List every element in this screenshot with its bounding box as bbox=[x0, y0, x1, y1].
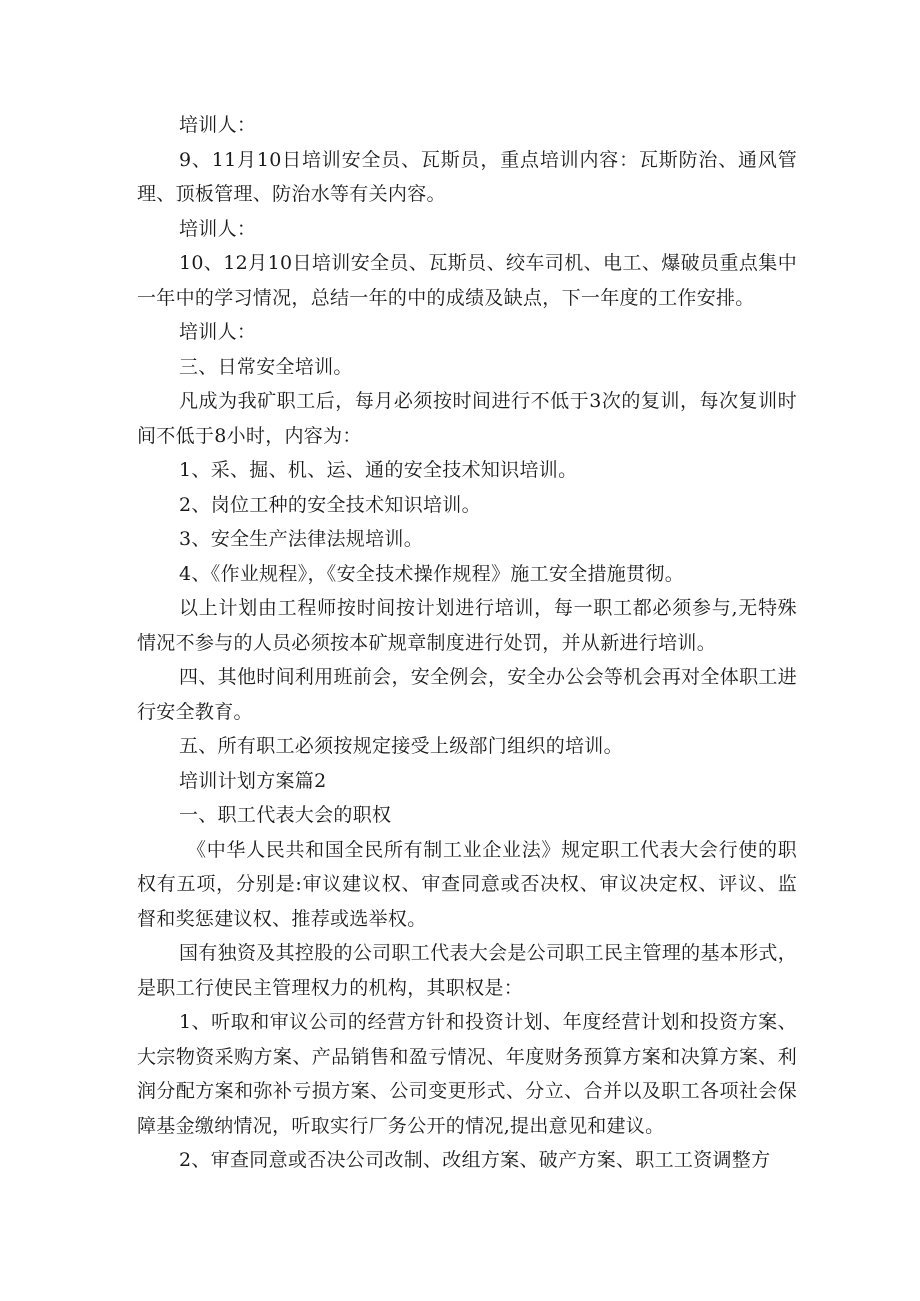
list-item: 3、安全生产法律法规培训。 bbox=[179, 528, 423, 550]
paragraph-item-9: 9、11月10日培训安全员、瓦斯员，重点培训内容：瓦斯防治、通风管理、顶板管理、防治水等有关内容。 bbox=[137, 148, 797, 205]
section-heading-all-staff: 五、所有职工必须按规定接受上级部门组织的培训。 bbox=[179, 735, 623, 757]
list-item: 2、审查同意或否决公司改制、改组方案、破产方案、职工工资调整方 bbox=[179, 1149, 771, 1171]
document-body bbox=[137, 108, 797, 1178]
article-title: 培训计划方案篇2 bbox=[179, 769, 327, 792]
paragraph-trainer-label: 培训人： bbox=[179, 114, 257, 136]
paragraph-enterprise-law: 《中华人民共和国全民所有制工业企业法》规定职工代表大会行使的职权有五项，分别是:审议建议权、审查同意或否决权、审议决定权、评议、监督和奖惩建议权、推荐或选举权。 bbox=[137, 838, 797, 930]
paragraph-plan-enforcement: 以上计划由工程师按时间按计划进行培训，每一职工都必须参与,无特殊情况不参与的人员必须按本矿规章制度进行处罚，并从新进行培训。 bbox=[137, 597, 797, 654]
paragraph-item-10: 10、12月10日培训安全员、瓦斯员、绞车司机、电工、爆破员重点集中一年中的学习情况，总结一年的中的成绩及缺点，下一年度的工作安排。 bbox=[137, 252, 797, 309]
paragraph-trainer-label: 培训人： bbox=[179, 321, 257, 343]
list-item: 1、听取和审议公司的经营方针和投资计划、年度经营计划和投资方案、大宗物资采购方案、产品销售和盈亏情况、年度财务预算方案和决算方案、利润分配方案和弥补亏损方案、公司变更形式、分立、合并以及职工各项社会保障基金缴纳情况，听取实行厂务公开的情况,提出意见和建议。 bbox=[137, 1011, 797, 1137]
list-item: 2、岗位工种的安全技术知识培训。 bbox=[179, 493, 481, 516]
section-heading-daily-training: 三、日常安全培训。 bbox=[179, 355, 353, 378]
paragraph-state-owned-company: 国有独资及其控股的公司职工代表大会是公司职工民主管理的基本形式，是职工行使民主管理权力的机构，其职权是： bbox=[137, 942, 797, 999]
paragraph-retraining-rule: 凡成为我矿职工后，每月必须按时间进行不低于3次的复训，每次复训时间不低于8小时，内容为： bbox=[137, 390, 797, 447]
paragraph-trainer-label: 培训人： bbox=[179, 217, 257, 240]
section-heading-congress-powers: 一、职工代表大会的职权 bbox=[179, 804, 392, 826]
section-heading-other-time: 四、其他时间利用班前会，安全例会，安全办公会等机会再对全体职工进行安全教育。 bbox=[137, 666, 797, 723]
list-item: 4、《作业规程》，《安全技术操作规程》施工安全措施贯彻。 bbox=[179, 562, 684, 585]
list-item: 1、采、掘、机、运、通的安全技术知识培训。 bbox=[179, 459, 578, 481]
